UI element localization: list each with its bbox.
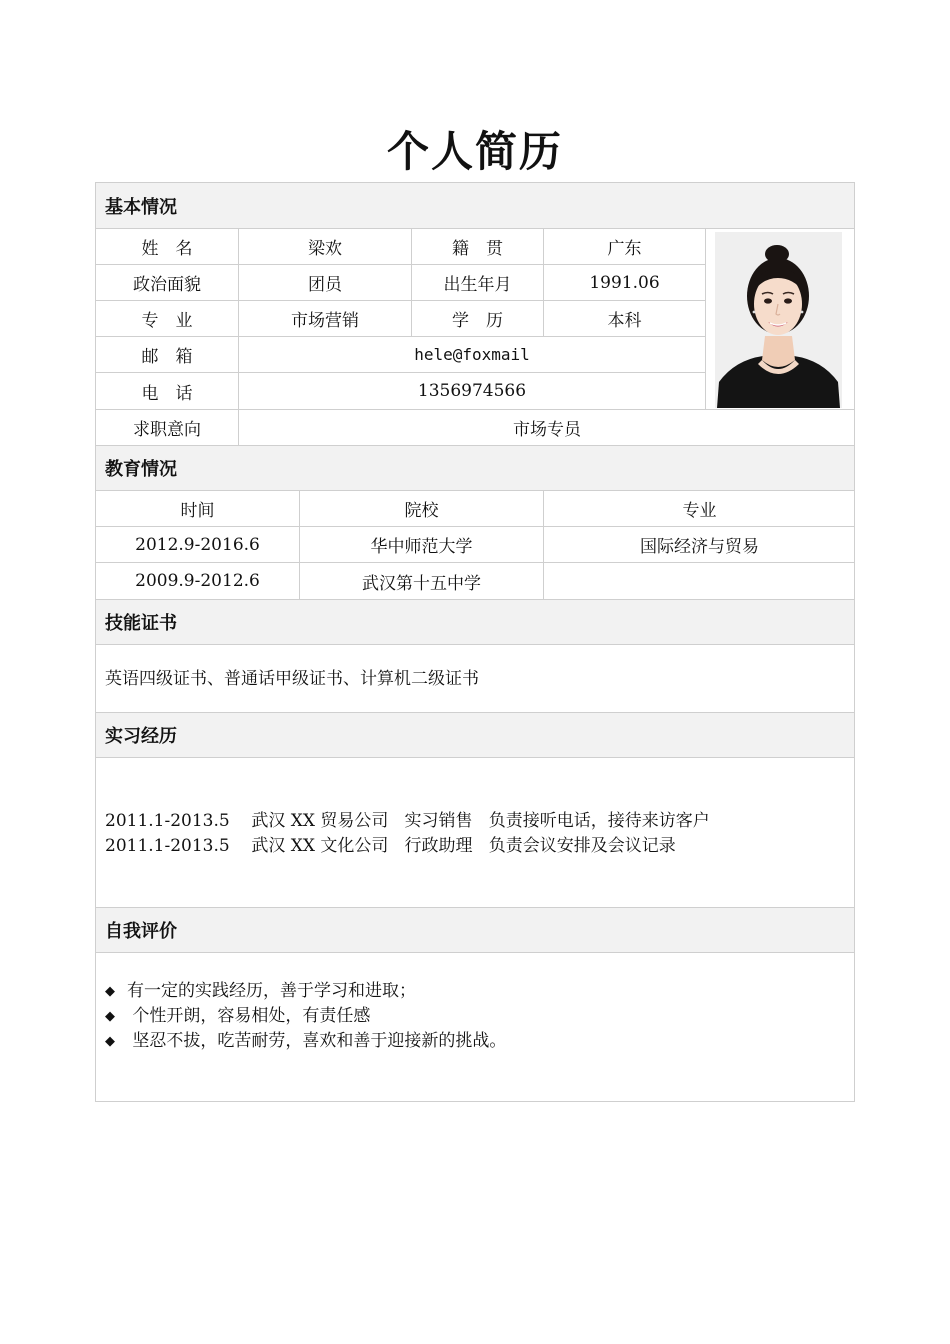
- label-objective: 求职意向: [96, 410, 239, 446]
- value-objective: 市场专员: [239, 410, 855, 446]
- value-phone: 1356974566: [239, 373, 706, 410]
- photo-cell: [706, 229, 855, 410]
- self-eval-item-1: [105, 979, 416, 1004]
- value-origin: 广东: [544, 229, 706, 265]
- skills-text: 英语四级证书、普通话甲级证书、计算机二级证书: [105, 669, 479, 689]
- edu-row-1-time: 2012.9-2016.6: [96, 527, 300, 563]
- self-eval-text-2: 个性开朗，容易相处，有责任感: [127, 1006, 371, 1026]
- value-email: hele@foxmail: [239, 337, 706, 373]
- self-eval-text-1: 有一定的实践经历，善于学习和进取；: [127, 981, 416, 1001]
- value-political: 团员: [239, 265, 412, 301]
- section-header-education: 教育情况: [96, 445, 854, 491]
- edu-row-2-school: 武汉第十五中学: [300, 563, 544, 599]
- section-header-self: 自我评价: [96, 907, 854, 953]
- label-birth: 出生年月: [412, 265, 544, 301]
- value-major: 市场营销: [239, 301, 412, 337]
- label-degree: 学 历: [412, 301, 544, 337]
- section-header-basic: 基本情况: [96, 183, 854, 229]
- label-political: 政治面貌: [96, 265, 239, 301]
- edu-header-major: 专业: [544, 491, 855, 527]
- edu-row-1-school: 华中师范大学: [300, 527, 544, 563]
- label-major: 专 业: [96, 301, 239, 337]
- portrait-image: [715, 232, 842, 408]
- value-birth: 1991.06: [544, 265, 706, 301]
- label-email: 邮 箱: [96, 337, 239, 373]
- label-phone: 电 话: [96, 373, 239, 410]
- resume-sheet: [95, 182, 855, 1102]
- edu-row-2-major: [544, 563, 855, 599]
- page-title: 个人简历: [386, 127, 563, 176]
- label-origin: 籍 贯: [412, 229, 544, 265]
- value-name: 梁欢: [239, 229, 412, 265]
- value-degree: 本科: [544, 301, 706, 337]
- self-eval-item-3: [105, 1029, 506, 1054]
- edu-header-time: 时间: [96, 491, 300, 527]
- internship-line-1: 2011.1-2013.5 武汉 XX 贸易公司 实习销售 负责接听电话，接待来访客户: [105, 811, 710, 831]
- section-header-skills: 技能证书: [96, 599, 854, 645]
- diamond-bullet-icon: ◆: [105, 984, 115, 999]
- label-name: 姓 名: [96, 229, 239, 265]
- edu-row-1-major: 国际经济与贸易: [544, 527, 855, 563]
- diamond-bullet-icon: ◆: [105, 1009, 115, 1024]
- self-eval-item-2: [105, 1004, 370, 1029]
- section-header-internship: 实习经历: [96, 712, 854, 758]
- edu-header-school: 院校: [300, 491, 544, 527]
- edu-row-2-time: 2009.9-2012.6: [96, 563, 300, 599]
- profile-photo: [715, 232, 842, 408]
- internship-line-2: 2011.1-2013.5 武汉 XX 文化公司 行政助理 负责会议安排及会议记录: [105, 836, 676, 856]
- self-eval-text-3: 坚忍不拔，吃苦耐劳，喜欢和善于迎接新的挑战。: [127, 1031, 507, 1051]
- diamond-bullet-icon: ◆: [105, 1034, 115, 1049]
